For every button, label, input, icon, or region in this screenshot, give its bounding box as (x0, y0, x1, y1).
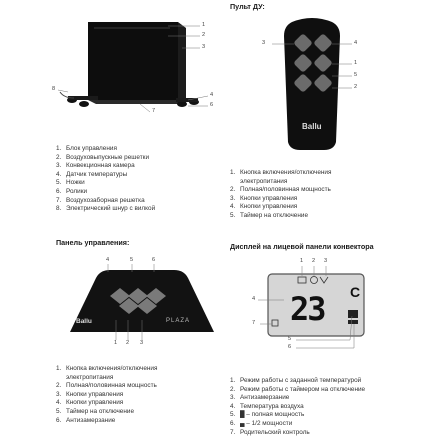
list-item: 5. Ножки (56, 179, 85, 187)
heater-callout-3: 3 (202, 44, 206, 50)
list-item: 5. Таймер на отключение (230, 211, 309, 219)
display-callout-6: 6 (288, 344, 292, 350)
display-indicators-list (230, 377, 365, 437)
panel-callout-2: 2 (126, 340, 130, 346)
remote-brand-logo: Ballu (302, 122, 322, 131)
panel-callout-4: 4 (106, 257, 110, 263)
list-item: 6. ▄ – 1/2 мощности (230, 419, 293, 427)
list-item: 2. Режим работы с таймером на отключение (230, 385, 366, 393)
list-item: 7. Воздухозаборная решетка (56, 196, 145, 204)
heater-callout-7: 7 (152, 108, 156, 114)
display-section-title: Дисплей на лицевой панели конвектора (230, 242, 374, 251)
panel-model-logo: PLAZA (166, 318, 191, 324)
panel-callout-5: 5 (130, 257, 134, 263)
heater-callout-8: 8 (52, 86, 56, 92)
panel-brand-logo: Ballu (76, 318, 92, 325)
list-item: 1. Кнопка включения/отключения (230, 169, 332, 176)
panel-section-title: Панель управления: (56, 238, 130, 247)
remote-callout-4: 4 (354, 40, 358, 46)
list-item: 3. Кнопки управления (56, 390, 124, 398)
panel-functions-list (56, 365, 157, 425)
list-item: 3. Конвекционная камера (56, 162, 135, 170)
remote-callout-3: 3 (262, 40, 266, 46)
panel-callout-3: 3 (140, 340, 144, 346)
display-callout-1: 1 (300, 258, 304, 264)
remote-callout-1: 1 (354, 60, 358, 66)
list-item: 4. Кнопки управления (56, 399, 124, 407)
list-item: электропитания (240, 177, 288, 185)
list-item: 5. Таймер на отключение (56, 407, 135, 415)
remote-functions-list (230, 169, 331, 221)
list-item: 7. Родительский контроль (230, 428, 310, 436)
display-illustration (250, 258, 380, 362)
list-item: 2. Полная/половинная мощность (56, 382, 157, 390)
list-item: 3. Кнопки управления (230, 194, 298, 202)
list-item: 1. Кнопка включения/отключения (56, 365, 158, 372)
list-item: 2. Воздуховыпускные решетки (56, 153, 150, 161)
remote-title: Пульт ДУ: (230, 2, 265, 11)
display-temperature: 23 (290, 290, 325, 328)
display-callout-4: 4 (252, 296, 256, 302)
list-item: 8. Электрический шнур с вилкой (56, 205, 156, 213)
heater-parts-list (56, 145, 155, 214)
list-item: 4. Кнопки управления (230, 203, 298, 211)
display-unit: C (350, 284, 361, 300)
remote-callout-2: 2 (354, 84, 358, 90)
control-panel-illustration (66, 257, 216, 350)
list-item: 4. Датчик температуры (56, 170, 128, 178)
list-item: 4. Температура воздуха (230, 402, 304, 410)
display-callout-7: 7 (252, 320, 256, 326)
list-item: 6. Антизамерзание (56, 416, 116, 424)
list-item: 2. Полная/половинная мощность (230, 186, 331, 194)
list-item: 1. Режим работы с заданной температурой (230, 377, 362, 384)
heater-callout-2: 2 (202, 32, 206, 38)
list-item: электропитания (66, 373, 114, 381)
heater-illustration (50, 16, 220, 116)
remote-illustration (262, 14, 362, 154)
list-item: 5. █ – полная мощность (230, 411, 305, 419)
display-callout-3: 3 (324, 258, 328, 264)
list-item: 6. Ролики (56, 187, 88, 195)
heater-callout-1: 1 (202, 22, 206, 28)
display-callout-2: 2 (312, 258, 316, 264)
remote-callout-5: 5 (354, 72, 358, 78)
panel-callout-1: 1 (114, 340, 118, 346)
list-item: 3. Антизамерзание (230, 394, 290, 402)
heater-callout-6: 6 (210, 102, 214, 108)
panel-callout-6: 6 (152, 257, 156, 263)
display-callout-5: 5 (288, 336, 292, 342)
list-item: 1. Блок управления (56, 145, 117, 152)
heater-callout-4: 4 (210, 92, 214, 98)
